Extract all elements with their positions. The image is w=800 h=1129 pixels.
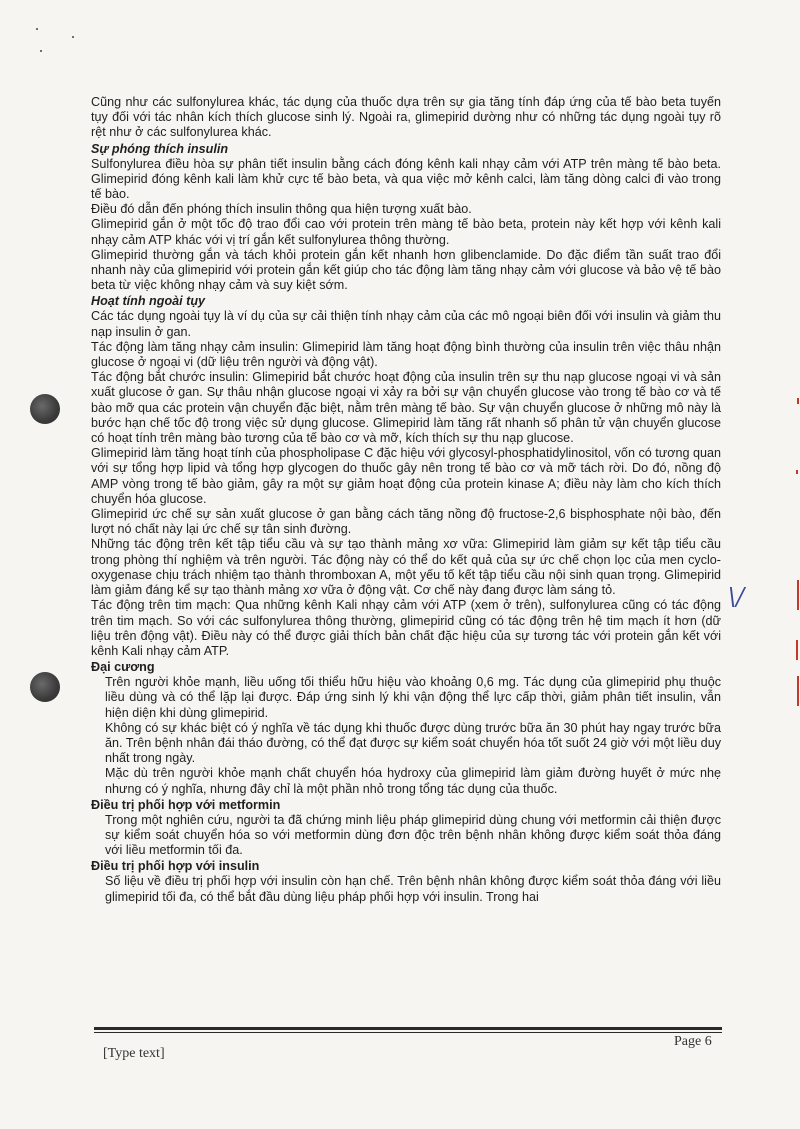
body-paragraph: Tác động làm tăng nhạy cảm insulin: Glimepirid làm tăng hoạt động bình thường của insulin trên việc thâu nhận glucose ở ngoại vi (dữ liệu trên người và động vật). [91,339,721,370]
body-paragraph: Mặc dù trên người khỏe mạnh chất chuyển hóa hydroxy của glimepirid làm giảm đường huyết ở mức nhẹ nhưng có ý nghĩa, nhưng đây chỉ là một phần nhỏ trong tổng tác dụng của thuốc. [105,766,721,796]
body-paragraph: Không có sự khác biệt có ý nghĩa về tác dụng khi thuốc được dùng trước bữa ăn 30 phút hay ngay trước bữa ăn. Trên bệnh nhân đái tháo đường, có thể đạt được sự kiểm soát chuyển hóa tốt suốt 24 giờ với một liều duy nhất trong ngày. [105,720,721,766]
edge-mark [796,470,798,474]
body-paragraph: Trên người khỏe mạnh, liều uống tối thiểu hữu hiệu vào khoảng 0,6 mg. Tác dụng của glimepirid phụ thuộc liều dùng và có thể lặp lại được. Đáp ứng sinh lý khi vận động thể lực cấp thời, giảm phân tiết insulin, vẫn hiện diện khi dùng glimepirid. [105,675,721,720]
footer-rule-thin [94,1032,722,1033]
body-paragraph: Cũng như các sulfonylurea khác, tác dụng của thuốc dựa trên sự gia tăng tính đáp ứng của tế bào beta tuyến tụy đối với tác nhân kích thích glucose sinh lý. Ngoài ra, glimepirid dường như có những tác dụng ngoài tụy rõ rệt như ở các sulfonylurea khác. [91,95,721,140]
edge-mark [797,580,799,610]
body-paragraph: Trong một nghiên cứu, người ta đã chứng minh liệu pháp glimepirid dùng chung với metformin cải thiện được sự kiểm soát chuyển hóa so với metformin dùng đơn độc trên bệnh nhân không được kiểm soát thỏa đáng với liều metformin tối đa. [105,812,721,858]
body-paragraph: Những tác động trên kết tập tiểu cầu và sự tạo thành mảng xơ vữa: Glimepirid làm giảm sự kết tập tiểu cầu trong phòng thí nghiệm và trên người. Tác động này có thể do kết quả của sự ức chế chọn lọc của men cyclo-oxygenase chịu trách nhiệm tạo thành thromboxan A, một yếu tố kết tập tiểu cầu nội sinh quan trọng. Glimepirid làm giảm đáng kể sự tạo thành mảng xơ vữa ở động vật. Cơ chế này đang được làm sáng tỏ. [91,537,721,598]
scan-speck [72,36,74,38]
section-heading: Hoạt tính ngoài tụy [91,294,206,309]
handwritten-check-mark: \/ [728,583,745,611]
body-paragraph: Tác động trên tim mạch: Qua những kênh Kali nhạy cảm với ATP (xem ở trên), sulfonylurea cũng có tác động trên tim mạch. So với các sulfonylurea thông thường, glimepirid cũng có tác động trên hệ tim mạch ít hơn (dữ liệu trên động vật). Điều này có thể được giải thích bản chất đặc hiệu của sự tương tác với protein gắn kết với kênh Kali nhạy cảm ATP. [91,598,721,658]
document-body [91,95,721,905]
edge-mark [796,640,798,660]
body-paragraph: Điều đó dẫn đến phóng thích insulin thông qua hiện tượng xuất bào. [91,202,472,217]
punch-hole [30,672,60,702]
scan-speck [40,50,42,52]
body-paragraph: Glimepirid làm tăng hoạt tính của phospholipase C đặc hiệu với glycosyl-phosphatidylinositol, vốn có tương quan với sự tổng hợp lipid và tổng hợp glycogen do thuốc gây nên trong tế bào cơ và mỡ tách rời. Do đó, nồng độ AMP vòng trong tế bào giảm, gây ra một sự giảm hoạt động của protein kinase A; điều này làm cho kích thích chuyển hóa glucose. [91,446,721,506]
section-heading: Điều trị phối hợp với metformin [91,797,281,812]
section-heading: Điều trị phối hợp với insulin [91,859,260,874]
body-paragraph: Glimepirid thường gắn và tách khỏi protein gắn kết nhanh hơn glibenclamide. Do đặc điểm tần suất trao đổi nhanh này của glimepirid với protein gắn kết giúp cho tác động làm tăng nhạy cảm với glucose và bảo vệ tế bào beta từ việc không nhạy cảm và suy kiệt sớm. [91,247,721,293]
punch-hole [30,394,60,424]
section-heading: Đại cương [91,660,155,675]
section-heading: Sự phóng thích insulin [91,141,229,156]
edge-mark [797,398,799,404]
page-number: Page 6 [674,1034,712,1049]
body-paragraph: Số liệu về điều trị phối hợp với insulin còn hạn chế. Trên bệnh nhân không được kiểm soát thỏa đáng với liều glimepirid tối đa, có thể bắt đầu dùng liệu pháp phối hợp với insulin. Trong hai [105,874,721,904]
footer-placeholder-text: [Type text] [103,1046,165,1061]
body-paragraph: Các tác dụng ngoài tụy là ví dụ của sự cải thiện tính nhạy cảm của các mô ngoại biên đối với insulin và giảm thu nạp insulin ở gan. [91,309,721,339]
scan-speck [36,28,38,30]
body-paragraph: Sulfonylurea điều hòa sự phân tiết insulin bằng cách đóng kênh kali nhạy cảm với ATP trên màng tế bào beta. Glimepirid đóng kênh kali làm khử cực tế bào beta, và qua việc mở kênh calci, làm tăng dòng calci đi vào trong tế bào. [91,156,721,202]
footer-rule-thick [94,1027,722,1030]
edge-mark [797,676,799,706]
body-paragraph: Glimepirid gắn ở một tốc độ trao đổi cao với protein trên màng tế bào beta, protein này kết hợp với kênh kali nhạy cảm ATP khác với vị trí gắn kết sulfonylurea thông thường. [91,217,721,247]
body-paragraph: Glimepirid ức chế sự sản xuất glucose ở gan bằng cách tăng nồng độ fructose-2,6 bisphosphate nội bào, đến lượt nó chất này lại ức chế sự tân sinh đường. [91,507,721,537]
body-paragraph: Tác động bắt chước insulin: Glimepirid bắt chước hoạt động của insulin trên sự thu nạp glucose ngoại vi và sản xuất glucose ở gan. Sự thâu nhận glucose ngoại vi xảy ra bởi sự vận chuyển glucose vào trong tế bào cơ và tế bào mỡ qua các protein vận chuyển đặc biệt, nằm trên màng tế bào. Sự vận chuyển glucose ở những mô này là bước hạn chế tốc độ trong việc sử dụng glucose. Glimepirid làm tăng rất nhanh số phân tử vận chuyển glucose có hoạt tính trên màng bào tương của tế bào cơ và mỡ, kích thích sự thu nạp glucose. [91,370,721,446]
